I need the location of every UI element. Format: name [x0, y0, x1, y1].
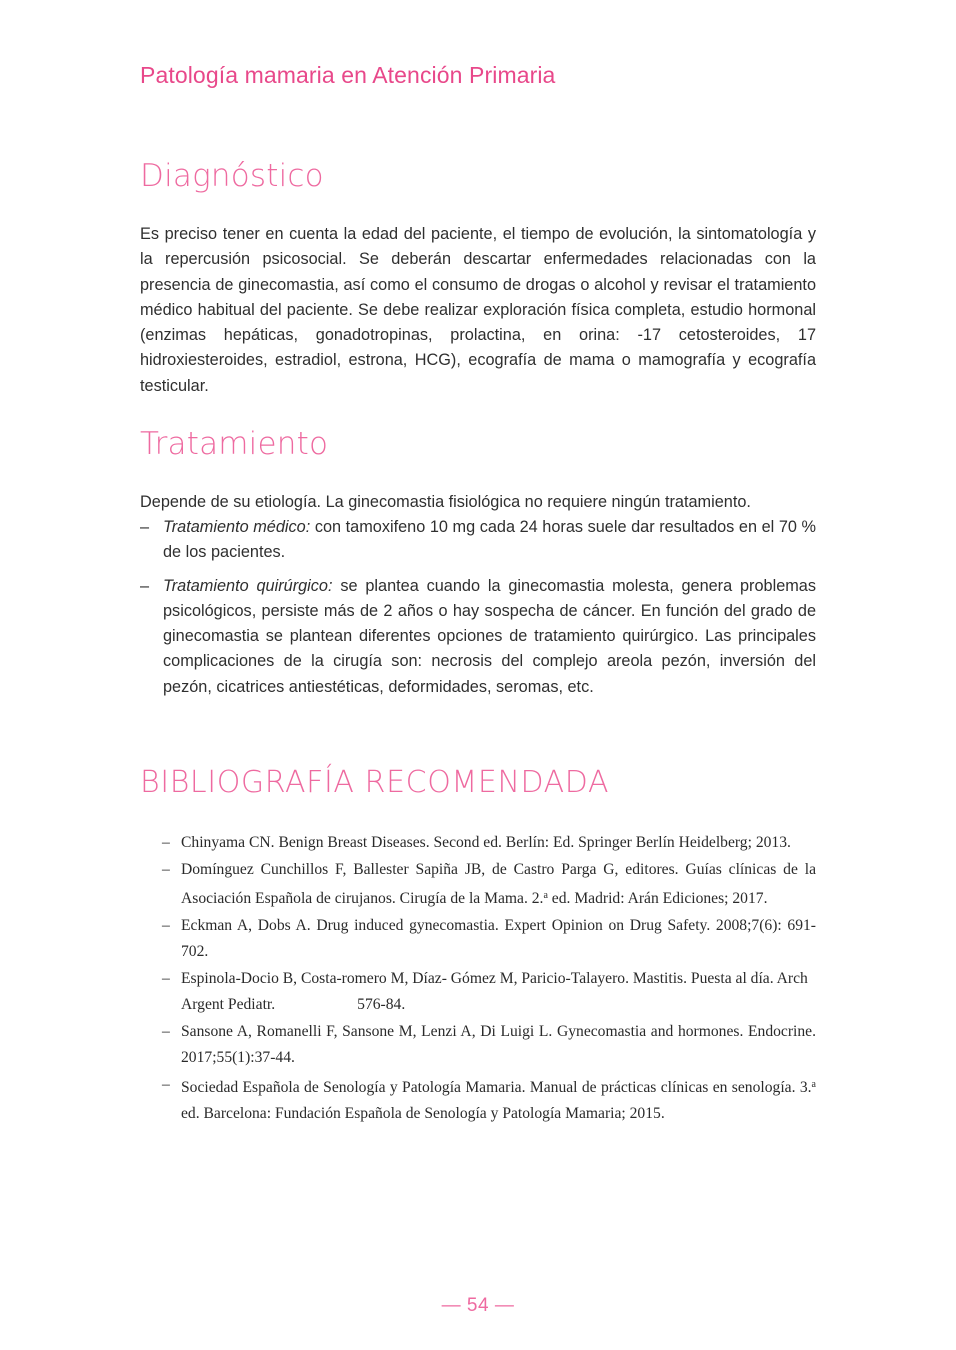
reference-text: Chinyama CN. Benign Breast Diseases. Second ed. Berlín: Ed. Springer Berlín Heidelberg; 2013.: [181, 834, 791, 851]
reference-text-continued: 576-84.: [357, 996, 406, 1013]
bibliography-list: [162, 830, 816, 1128]
reference-item: [162, 830, 816, 857]
reference-text-continued: ed. Barcelona: Fundación Española de Senología y Patología Mamaria; 2015.: [181, 1105, 665, 1122]
reference-item: [162, 966, 816, 1019]
dash-bullet: –: [140, 518, 150, 536]
list-item-tratamiento-medico: [140, 515, 816, 566]
reference-item: [162, 1019, 816, 1072]
tratamiento-intro: Depende de su etiología. La ginecomastia fisiológica no requiere ningún tratamiento.: [140, 493, 751, 511]
tratamiento-list: [140, 515, 816, 708]
reference-text: Domínguez Cunchillos F, Ballester Sapiña JB, de Castro Parga G, editores. Guías clínicas de la Asociación Española de cirujanos. Cirugía de la Mama. 2.: [181, 860, 816, 907]
reference-text: Eckman A, Dobs A. Drug induced gynecomastia. Expert Opinion on Drug Safety. 2008;7(6): 691-702.: [181, 916, 816, 960]
reference-item: [162, 1072, 816, 1128]
reference-text: Sociedad Española de Senología y Patología Mamaria. Manual de prácticas clínicas en senología. 3.: [181, 1078, 812, 1096]
dash-bullet: –: [162, 1075, 170, 1093]
dash-bullet: –: [162, 1022, 170, 1040]
item-term: Tratamiento médico:: [163, 518, 311, 536]
reference-text-continued: ed. Madrid: Arán Ediciones; 2017.: [547, 890, 768, 907]
item-term: Tratamiento quirúrgico:: [163, 576, 333, 595]
section-title-bibliografia: BIBLIOGRAFÍA RECOMENDADA: [140, 765, 610, 800]
list-item-tratamiento-quirurgico: [140, 574, 816, 700]
item-text: se plantea cuando la ginecomastia molesta, genera problemas psicológicos, persiste más de 2 años o hay sospecha de cáncer. En función del grado de ginecomastia se plantean diferentes opciones de tratamiento quirúrgico. Las principales complicaciones de la cirugía son: necrosis del complejo areola pezón, inversión del pezón, cicatrices antiestéticas, deformidades, seromas, etc.: [163, 576, 817, 696]
reference-text: Sansone A, Romanelli F, Sansone M, Lenzi A, Di Luigi L. Gynecomastia and hormones. Endocrine. 2017;55(1):37-44.: [181, 1022, 816, 1066]
superscript-ordinal: a: [811, 1078, 816, 1090]
reference-item: [162, 913, 816, 966]
reference-item: [162, 857, 816, 913]
diagnostico-paragraph: Es preciso tener en cuenta la edad del paciente, el tiempo de evolución, la sintomatología y la repercusión psicosocial. Se deberán descartar enfermedades relacionadas con la presencia de ginecomastia, así como el consumo de drogas o alcohol y revisar el tratamiento médico habitual del paciente. Se debe realizar exploración física completa, estudio hormonal (enzimas hepáticas, gonadotropinas, prolactina, en orina: -17 cetosteroides, 17 hidroxiesteroides, estradiol, estrona, HCG), ecografía de mama o mamografía y ecografía testicular.: [140, 225, 816, 395]
dash-bullet: –: [162, 916, 170, 934]
dash-bullet: –: [162, 834, 170, 851]
item-text: con tamoxifeno 10 mg cada 24 horas suele dar resultados en el 70 % de los pacientes.: [163, 518, 816, 562]
section-title-tratamiento: Tratamiento: [140, 426, 329, 462]
running-header: Patología mamaria en Atención Primaria: [140, 62, 556, 88]
section-title-diagnostico: Diagnóstico: [140, 158, 324, 194]
page-number: — 54 —: [441, 1295, 515, 1316]
dash-bullet: –: [162, 860, 170, 878]
dash-bullet: –: [140, 576, 150, 595]
reference-text: Espinola-Docio B, Costa-romero M, Díaz- Gómez M, Paricio-Talayero. Mastitis. Puesta al día. Arch Argent Pediatr.: [181, 969, 808, 1013]
superscript-ordinal: a: [543, 890, 548, 901]
dash-bullet: –: [162, 969, 170, 987]
